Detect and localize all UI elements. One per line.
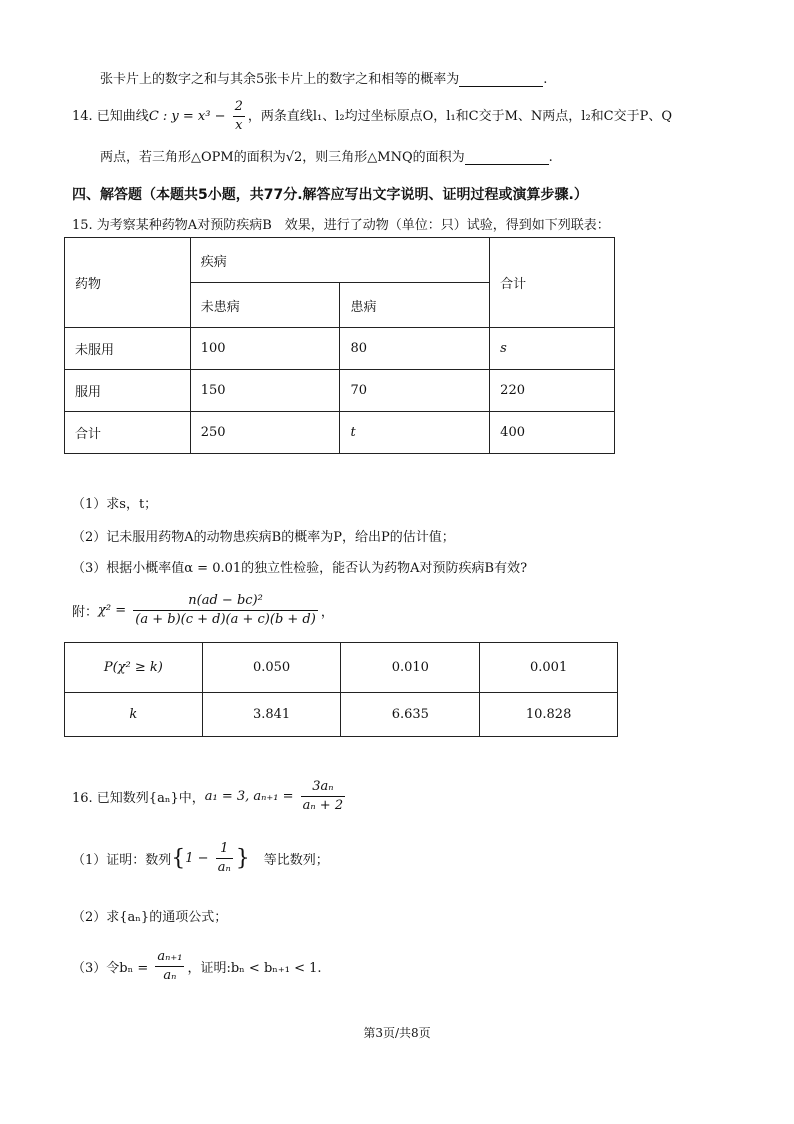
q16-part1-fraction: $\frac{1}{\text{aₙ}}$ (217, 841, 231, 875)
q16-recurrence-fraction: $\frac{\text{3aₙ}}{\text{aₙ + 2}}$ (302, 779, 344, 813)
p-header: P(χ² ≥ k) (65, 643, 203, 693)
q14-curve: C : y = x³ − (148, 109, 230, 124)
critical-value-table: P(χ² ≥ k) 0.050 0.010 0.001 k 3.841 6.635 10.828 (64, 642, 618, 737)
section-title: 四、解答题（本题共5小题，共77分.解答应写出文字说明、证明过程或演算步骤.） (72, 187, 588, 203)
not-sick-header: 未患病 (190, 283, 340, 328)
q13-text: 张卡片上的数字之和与其余5张卡片上的数字之和相等的概率为 (100, 72, 460, 87)
q13-continuation: 张卡片上的数字之和与其余5张卡片上的数字之和相等的概率为 . (100, 72, 548, 87)
k-header: k (65, 693, 203, 737)
total-header: 合计 (490, 238, 615, 328)
q14-blank (465, 151, 549, 165)
q14-line2: 两点，若三角形△OPM的面积为√2，则三角形△MNQ的面积为 . (100, 150, 553, 165)
q15-part3: （3）根据小概率值α = 0.01的独立性检验，能否认为药物A对预防疾病B有效? (72, 561, 528, 576)
q14-line1: 14. 已知曲线C : y = x³ − $\frac{2}{x}$ ，两条直线l₁、l₂均过坐标原点O，l₁和C交于M、N两点，l₂和C交于P、Q (72, 99, 673, 133)
table-row: 合计 250 t 400 (65, 412, 615, 454)
q15-part2: （2）记未服用药物A的动物患疾病B的概率为P，给出P的估计值； (72, 530, 455, 545)
q16-part3: （3）令bₙ = $\frac{\text{aₙ₊₁}}{\text{aₙ}}$ ，证明:bₙ < bₙ₊₁ < 1. (72, 949, 322, 983)
q16-part1: （1）证明：数列{1 − $\frac{1}{\text{aₙ}}$ } 等比数列； (72, 841, 329, 875)
table-row: 未服用 100 80 s (65, 328, 615, 370)
q14-part1: ，两条直线l₁、l₂均过坐标原点O，l₁和C交于M、N两点，l₂和C交于P、Q (247, 109, 673, 124)
table-row: 服用 150 70 220 (65, 370, 615, 412)
page-footer: 第3页/共8页 (363, 1026, 431, 1040)
q16-intro: 16. 已知数列{aₙ}中，a₁ = 3, aₙ₊₁ = $\frac{\text{3aₙ}}{\text{aₙ + 2}}$ (72, 779, 344, 813)
q14-fraction: $\frac{2}{x}$ (234, 99, 243, 133)
disease-header: 疾病 (190, 238, 489, 283)
q16-part2: （2）求{aₙ}的通项公式； (72, 910, 228, 925)
q15-intro: 15. 为考察某种药物A对预防疾病B 效果，进行了动物（单位：只）试验，得到如下列联表： (72, 218, 610, 233)
q13-blank (459, 73, 543, 87)
drug-header: 药物 (65, 238, 191, 328)
contingency-table (64, 237, 615, 454)
chi-square-formula: 附：χ² = $\frac{\text{n(ad − bc)²}}{(a + b)(c + d)(a + c)(b + d)}$ ， (72, 593, 334, 627)
q16-part3-fraction: $\frac{\text{aₙ₊₁}}{\text{aₙ}}$ (157, 949, 183, 983)
formula-fraction: $\frac{\text{n(ad − bc)²}}{(a + b)(c + d)(a + c)(b + d)}$ (135, 593, 316, 627)
sick-header: 患病 (340, 283, 490, 328)
q15-part1: （1）求s，t； (72, 497, 158, 512)
